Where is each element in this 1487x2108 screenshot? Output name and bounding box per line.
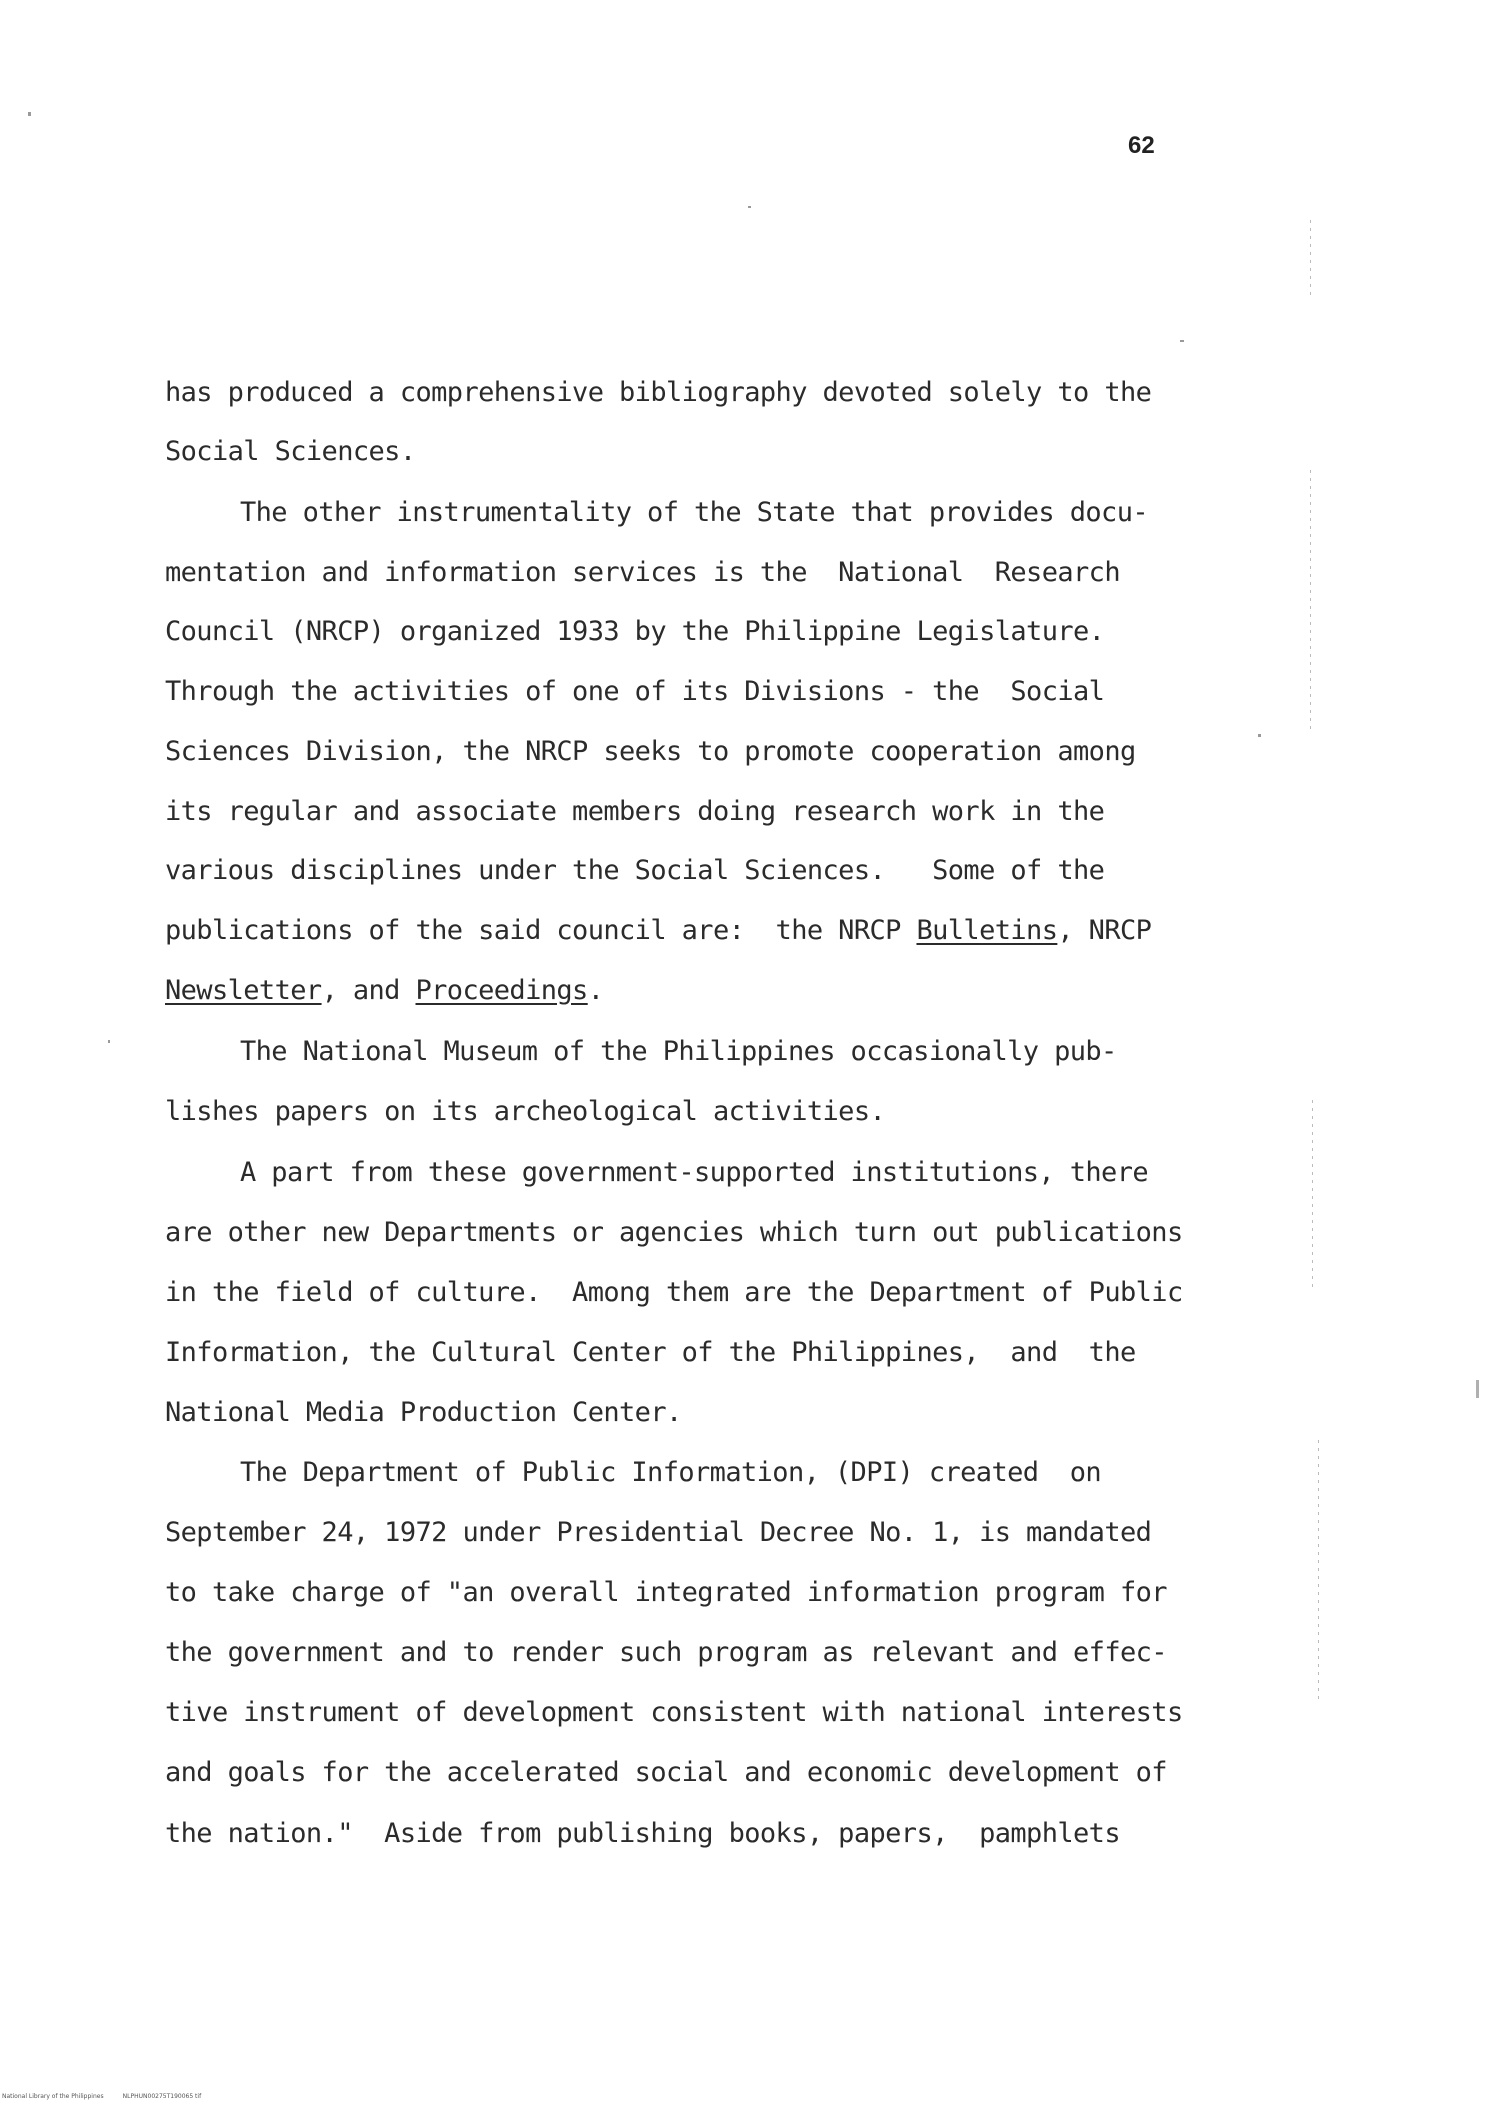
- paragraph-3-line-1: The National Museum of the Philippines occasionally pub-: [240, 1036, 1117, 1067]
- paragraph-2-line-7: various disciplines under the Social Sciences. Some of the: [165, 855, 1105, 886]
- paragraph-5-line-7: the nation." Aside from publishing books, papers, pamphlets: [165, 1818, 1120, 1849]
- paragraph-2-line-5: Sciences Division, the NRCP seeks to promote cooperation among: [165, 736, 1136, 767]
- paragraph-5-line-5: tive instrument of development consistent with national interests: [165, 1697, 1183, 1728]
- scan-speck: [28, 112, 31, 116]
- footer-left: National Library of the Philippines: [2, 2093, 104, 2100]
- page-number: 62: [1128, 132, 1155, 159]
- line-text: , NRCP: [1057, 915, 1152, 946]
- paragraph-5-line-6: and goals for the accelerated social and economic development of: [165, 1757, 1167, 1788]
- paragraph-1-line-1: has produced a comprehensive bibliography devoted solely to the: [165, 377, 1152, 408]
- paragraph-2-line-8: [165, 914, 1151, 948]
- proceedings-title: Proceedings: [415, 975, 588, 1006]
- scan-edge-line: [1318, 1440, 1319, 1700]
- scan-footer: [2, 2093, 201, 2100]
- paragraph-2-line-6: its regular and associate members doing research work in the: [165, 796, 1105, 827]
- paragraph-5-line-4: the government and to render such program as relevant and effec-: [165, 1637, 1167, 1668]
- bulletins-title: Bulletins: [916, 915, 1058, 946]
- paragraph-2-line-3: Council (NRCP) organized 1933 by the Philippine Legislature.: [165, 616, 1105, 647]
- newsletter-title: Newsletter: [165, 975, 322, 1006]
- footer-right: NLPHUN00275T190065 tif: [122, 2093, 202, 2100]
- paragraph-5-line-3: to take charge of "an overall integrated information program for: [165, 1577, 1167, 1608]
- scan-edge-line: [1310, 220, 1311, 300]
- line-text: .: [587, 975, 604, 1006]
- paragraph-3-line-2: lishes papers on its archeological activities.: [165, 1096, 886, 1127]
- paragraph-2-line-1: The other instrumentality of the State that provides docu-: [240, 497, 1149, 528]
- scan-speck: [108, 1040, 110, 1043]
- scan-edge-mark: [1476, 1380, 1479, 1398]
- scan-speck: [748, 206, 751, 208]
- paragraph-2-line-9: [165, 974, 603, 1008]
- paragraph-4-line-2: are other new Departments or agencies which turn out publications: [165, 1217, 1183, 1248]
- paragraph-4-line-5: National Media Production Center.: [165, 1397, 682, 1428]
- line-text: , and: [321, 975, 416, 1006]
- paragraph-1-line-2: Social Sciences.: [165, 436, 416, 467]
- paragraph-5-line-1: The Department of Public Information, (DPI) created on: [240, 1457, 1102, 1488]
- paragraph-2-line-4: Through the activities of one of its Divisions - the Social: [165, 676, 1105, 707]
- paragraph-5-line-2: September 24, 1972 under Presidential Decree No. 1, is mandated: [165, 1517, 1152, 1548]
- scan-edge-line: [1312, 1100, 1313, 1290]
- paragraph-4-line-1: A part from these government-supported institutions, there: [240, 1157, 1149, 1188]
- scan-speck: [1180, 340, 1184, 342]
- paragraph-4-line-4: Information, the Cultural Center of the Philippines, and the: [165, 1337, 1136, 1368]
- paragraph-4-line-3: in the field of culture. Among them are the Department of Public: [165, 1277, 1183, 1308]
- scan-edge-line: [1310, 470, 1311, 730]
- line-text: publications of the said council are: the NRCP: [165, 915, 917, 946]
- scan-speck: [1258, 734, 1261, 737]
- paragraph-2-line-2: mentation and information services is the National Research: [165, 557, 1120, 588]
